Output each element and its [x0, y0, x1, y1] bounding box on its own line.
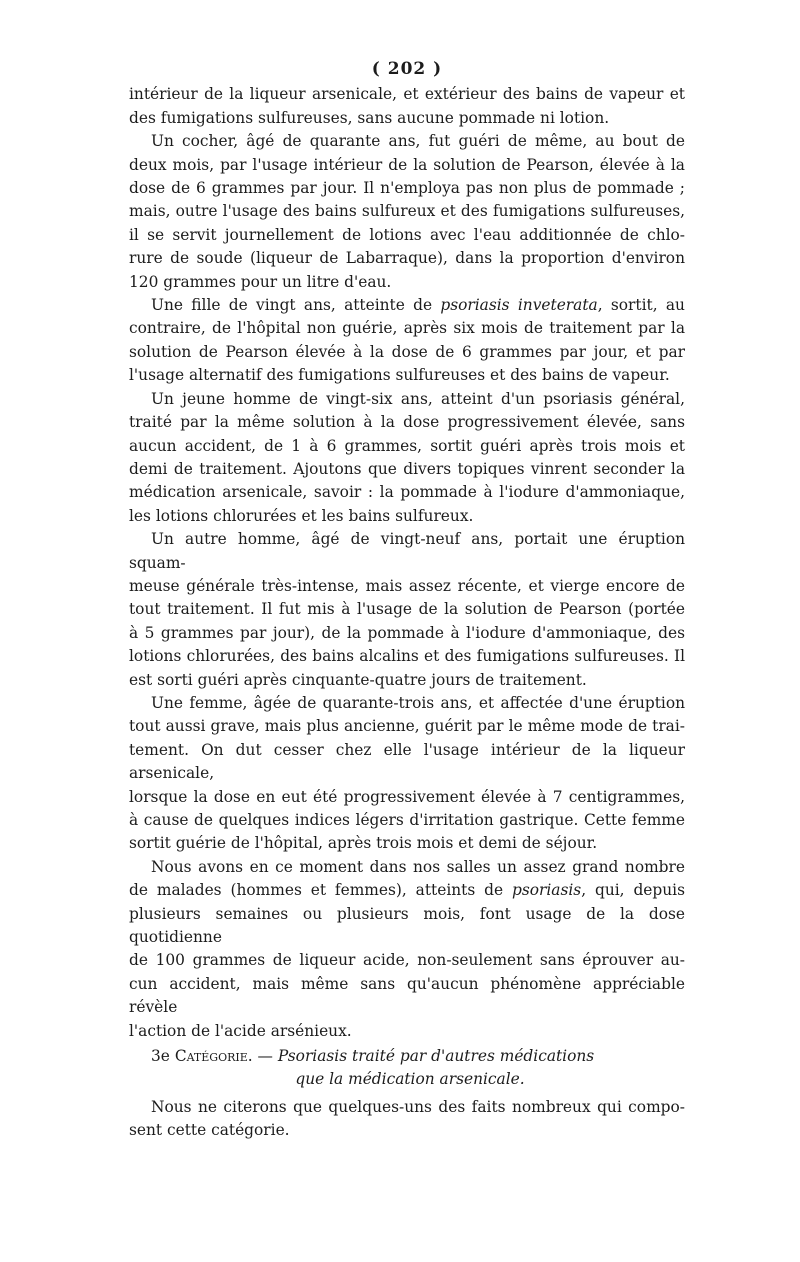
text-line: tout traitement. Il fut mis à l'usage de la solution de Pearson (portée [129, 600, 685, 619]
heading-dash: — [252, 1047, 278, 1066]
paragraph [129, 1096, 685, 1143]
heading-label: Catégorie. [174, 1047, 253, 1066]
italic-term: psoriasis inveterata [440, 296, 598, 315]
text-segment: , sortit, au [597, 296, 685, 315]
text-line-with-italic [129, 294, 685, 317]
text-line: l'usage alternatif des fumigations sulfureuses et des bains de vapeur. [129, 366, 670, 385]
paragraph [129, 528, 685, 692]
text-line: traité par la même solution à la dose progressivement élevée, sans [129, 413, 685, 432]
text-line: il se servit journellement de lotions avec l'eau additionnée de chlo- [129, 225, 685, 244]
text-line: intérieur de la liqueur arsenicale, et extérieur des bains de vapeur et [129, 85, 685, 104]
text-line: lotions chlorurées, des bains alcalins et des fumigations sulfureuses. Il [129, 647, 685, 666]
text-line: est sorti guéri après cinquante-quatre jours de traitement. [129, 670, 587, 689]
paragraph [129, 130, 685, 294]
text-line: mais, outre l'usage des bains sulfureux et des fumigations sulfureuses, [129, 202, 685, 221]
document-page [129, 58, 685, 1143]
text-line: 120 grammes pour un litre d'eau. [129, 272, 392, 291]
text-line: l'action de l'acide arsénieux. [129, 1021, 352, 1040]
text-line-with-italic [129, 879, 685, 902]
text-line: sortit guérie de l'hôpital, après trois mois et demi de séjour. [129, 834, 598, 853]
text-line: à cause de quelques indices légers d'irritation gastrique. Cette femme [129, 811, 685, 829]
text-line: rure de soude (liqueur de Labarraque), dans la proportion d'environ [129, 249, 685, 268]
text-line: Une femme, âgée de quarante-trois ans, et affectée d'une éruption [151, 693, 685, 712]
text-line: plusieurs semaines ou plusieurs mois, font usage de la dose quotidienne [129, 904, 685, 947]
text-line: Un jeune homme de vingt-six ans, atteint d'un psoriasis général, [151, 389, 685, 408]
text-line: à 5 grammes par jour), de la pommade à l'iodure d'ammoniaque, des [129, 623, 685, 642]
italic-term: psoriasis [512, 881, 582, 900]
heading-number: 3e [151, 1047, 170, 1066]
text-line: solution de Pearson élevée à la dose de 6 grammes par jour, et par [129, 342, 685, 361]
heading-title-line2: que la médication arsenicale. [295, 1070, 525, 1089]
text-segment: de malades (hommes et femmes), atteints de [129, 881, 512, 900]
paragraph [129, 294, 685, 388]
text-line: médication arsenicale, savoir : la pommade à l'iodure d'ammoniaque, [129, 483, 685, 502]
text-line: Un cocher, âgé de quarante ans, fut guéri de même, au bout de [151, 132, 685, 151]
paragraph [129, 388, 685, 528]
paragraph [129, 83, 685, 130]
text-line: tement. On dut cesser chez elle l'usage intérieur de la liqueur arsenicale, [129, 740, 685, 783]
text-line: des fumigations sulfureuses, sans aucune pommade ni lotion. [129, 108, 610, 127]
heading-title-line1: Psoriasis traité par d'autres médications [277, 1047, 595, 1066]
text-line: Nous avons en ce moment dans nos salles un assez grand nombre [151, 857, 685, 876]
text-line: Un autre homme, âgé de vingt-neuf ans, portait une éruption squam- [129, 530, 685, 572]
text-line: deux mois, par l'usage intérieur de la solution de Pearson, élevée à la [129, 155, 685, 174]
text-segment: Une fille de vingt ans, atteinte de [151, 296, 441, 315]
text-line: aucun accident, de 1 à 6 grammes, sortit guéri après trois mois et [129, 436, 685, 455]
text-line: Nous ne citerons que quelques-uns des faits nombreux qui compo- [151, 1097, 685, 1116]
text-line: contraire, de l'hôpital non guérie, après six mois de traitement par la [129, 319, 685, 338]
text-line: meuse générale très-intense, mais assez récente, et vierge encore de [129, 576, 685, 595]
text-line: demi de traitement. Ajoutons que divers topiques vinrent seconder la [129, 459, 685, 478]
text-line: lorsque la dose en eut été progressivement élevée à 7 centigrammes, [129, 787, 685, 806]
text-line: sent cette catégorie. [129, 1121, 290, 1140]
text-line: les lotions chlorurées et les bains sulfureux. [129, 506, 474, 525]
page-number: ( 202 ) [371, 59, 443, 79]
paragraph [129, 856, 685, 1043]
text-line: de 100 grammes de liqueur acide, non-seulement sans éprouver au- [129, 951, 685, 970]
text-line: cun accident, mais même sans qu'aucun phénomène appréciable révèle [129, 974, 685, 1017]
text-line: dose de 6 grammes par jour. Il n'employa pas non plus de pommade ; [129, 179, 685, 198]
paragraph [129, 692, 685, 856]
text-line: tout aussi grave, mais plus ancienne, guérit par le même mode de trai- [129, 717, 685, 736]
section-heading [129, 1045, 685, 1092]
text-segment: , qui, depuis [581, 881, 685, 900]
